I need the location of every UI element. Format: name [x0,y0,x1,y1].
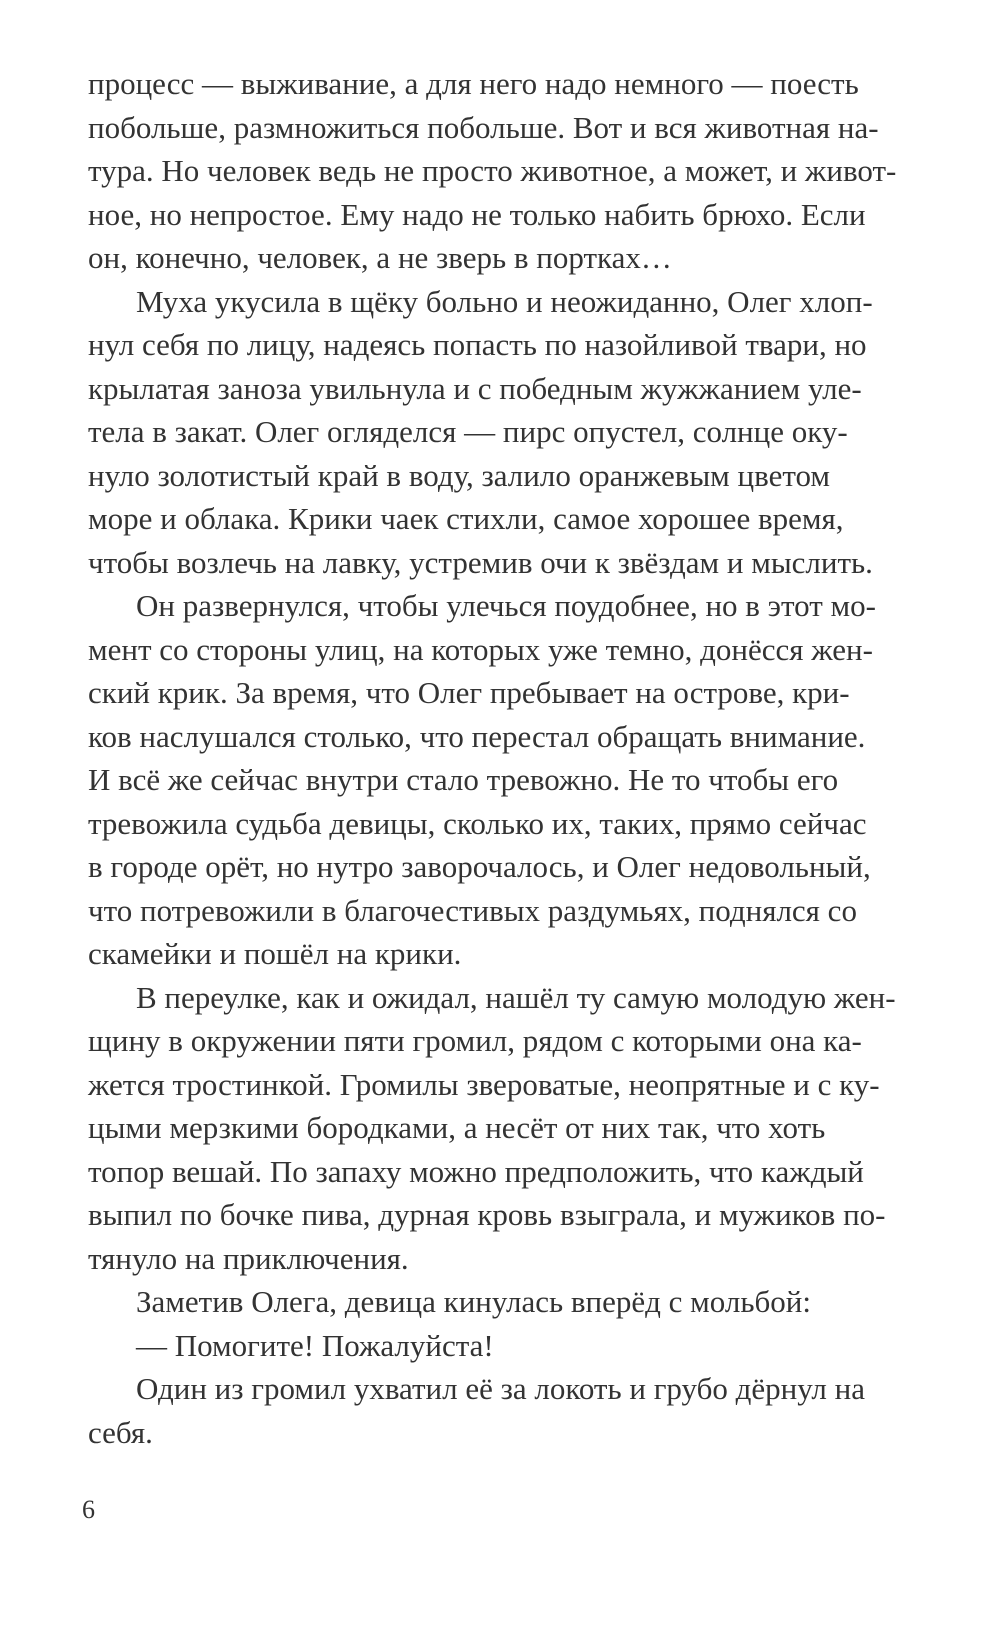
text-line: цыми мерзкими бородками, а несёт от них так, что хоть [88,1110,826,1145]
page-number: 6 [82,1495,95,1524]
text-line: щину в окружении пяти громил, рядом с которыми она ка- [88,1023,862,1058]
text-line: тура. Но человек ведь не просто животное, а может, и живот- [88,153,897,188]
dialogue-line: — Помогите! Пожалуйста! [136,1327,494,1363]
text-line: скамейки и пошёл на крики. [88,936,462,971]
text-line: мент со стороны улиц, на которых уже темно, донёсся жен- [88,631,873,667]
text-line: крылатая заноза увильнула и с победным жужжанием уле- [88,370,862,406]
paragraph-start-line: Заметив Олега, девица кинулась вперёд с мольбой: [136,1284,811,1319]
text-line: жется тростинкой. Громилы звероватые, неопрятные и с ку- [88,1066,880,1102]
text-line: тянуло на приключения. [88,1240,409,1276]
text-line: в городе орёт, но нутро заворочалось, и Олег недовольный, [88,849,871,884]
text-line: процесс — выживание, а для него надо немного — поесть [88,66,859,101]
text-line: себя. [88,1414,153,1450]
text-line: море и облака. Крики чаек стихли, самое хорошее время, [88,501,844,536]
text-line: тревожила судьба девицы, сколько их, таких, прямо сейчас [88,805,867,841]
text-line: выпил по бочке пива, дурная кровь взыграла, и мужиков по- [88,1197,886,1232]
text-line: нул себя по лицу, надеясь попасть по назойливой твари, но [88,327,867,362]
text-line: ский крик. За время, что Олег пребывает на острове, кри- [88,675,850,710]
text-line: ков наслушался столько, что перестал обращать внимание. [88,718,866,754]
text-line: побольше, размножиться побольше. Вот и вся животная на- [88,109,879,145]
text-line: что потревожили в благочестивых раздумьях, поднялся со [88,892,857,928]
text-line: ное, но непростое. Ему надо не только набить брюхо. Если [88,196,866,232]
paragraph-start-line: Один из громил ухватил её за локоть и грубо дёрнул на [136,1371,865,1406]
text-line: тела в закат. Олег огляделся — пирс опустел, солнце оку- [88,414,848,449]
text-line: нуло золотистый край в воду, залило оранжевым цветом [88,457,831,493]
text-line: И всё же сейчас внутри стало тревожно. Не то чтобы его [88,762,839,797]
text-line: он, конечно, человек, а не зверь в портках… [88,240,672,275]
text-line: чтобы возлечь на лавку, устремив очи к звёздам и мыслить. [88,544,873,580]
body-text [88,62,940,1454]
paragraph-start-line: В переулке, как и ожидал, нашёл ту самую молодую жен- [136,979,896,1015]
text-line: топор вешай. По запаху можно предположить, что каждый [88,1153,864,1189]
paragraph-start-line: Муха укусила в щёку больно и неожиданно, Олег хлоп- [136,283,873,319]
paragraph-start-line: Он развернулся, чтобы улечься поудобнее, но в этот мо- [136,588,876,623]
